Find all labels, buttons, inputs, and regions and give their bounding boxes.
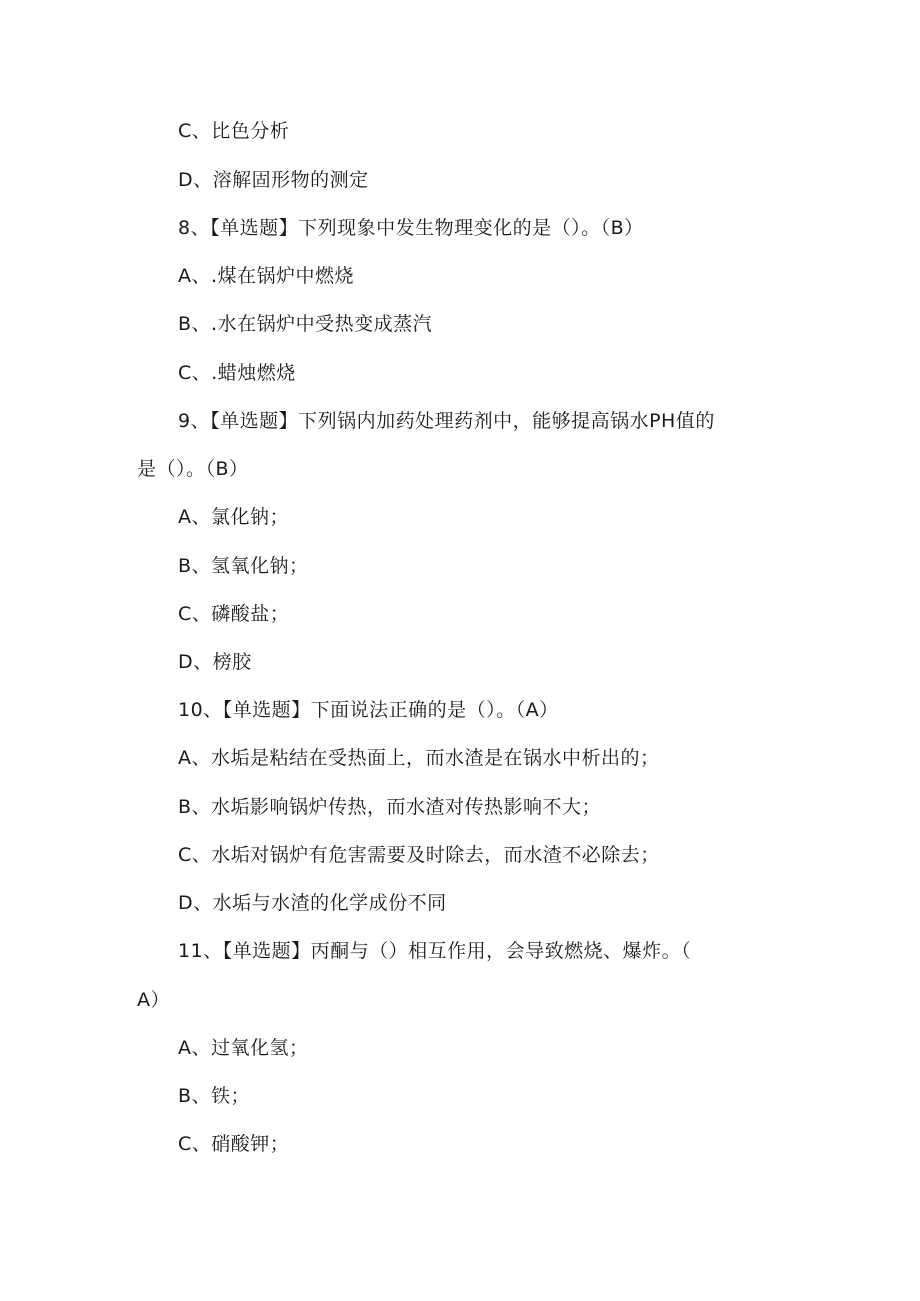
question-11-continued: A）	[137, 989, 170, 1011]
option-c-q10: C、水垢对锅炉有危害需要及时除去，而水渣不必除去；	[178, 844, 660, 866]
question-11: 11、【单选题】丙酮与（）相互作用，会导致燃烧、爆炸。（	[178, 940, 692, 962]
question-10: 10、【单选题】下面说法正确的是（）。（A）	[178, 699, 559, 721]
question-9-continued: 是（）。（B）	[137, 458, 249, 480]
option-b-q9: B、氢氧化钠；	[178, 555, 309, 577]
question-8: 8、【单选题】下列现象中发生物理变化的是（）。（B）	[178, 217, 644, 239]
option-b-q10: B、水垢影响锅炉传热，而水渣对传热影响不大；	[178, 796, 602, 818]
option-c-q7: C、比色分析	[178, 120, 290, 142]
option-a-q10: A、水垢是粘结在受热面上，而水渣是在锅水中析出的；	[178, 747, 660, 769]
option-c-q8: C、.蜡烛燃烧	[178, 362, 296, 384]
option-c-q9: C、磷酸盐；	[178, 603, 290, 625]
option-b-q8: B、.水在锅炉中受热变成蒸汽	[178, 313, 433, 335]
option-b-q11: B、铁；	[178, 1085, 251, 1107]
option-d-q9: D、榜胶	[178, 651, 252, 673]
option-d-q7: D、溶解固形物的测定	[178, 169, 369, 191]
question-9: 9、【单选题】下列锅内加药处理药剂中，能够提高锅水PH值的	[178, 410, 715, 432]
option-a-q11: A、过氧化氢；	[178, 1037, 309, 1059]
option-a-q9: A、氯化钠；	[178, 506, 289, 528]
option-c-q11: C、硝酸钾；	[178, 1133, 290, 1155]
option-d-q10: D、水垢与水渣的化学成份不同	[178, 892, 447, 914]
option-a-q8: A、.煤在锅炉中燃烧	[178, 265, 355, 287]
